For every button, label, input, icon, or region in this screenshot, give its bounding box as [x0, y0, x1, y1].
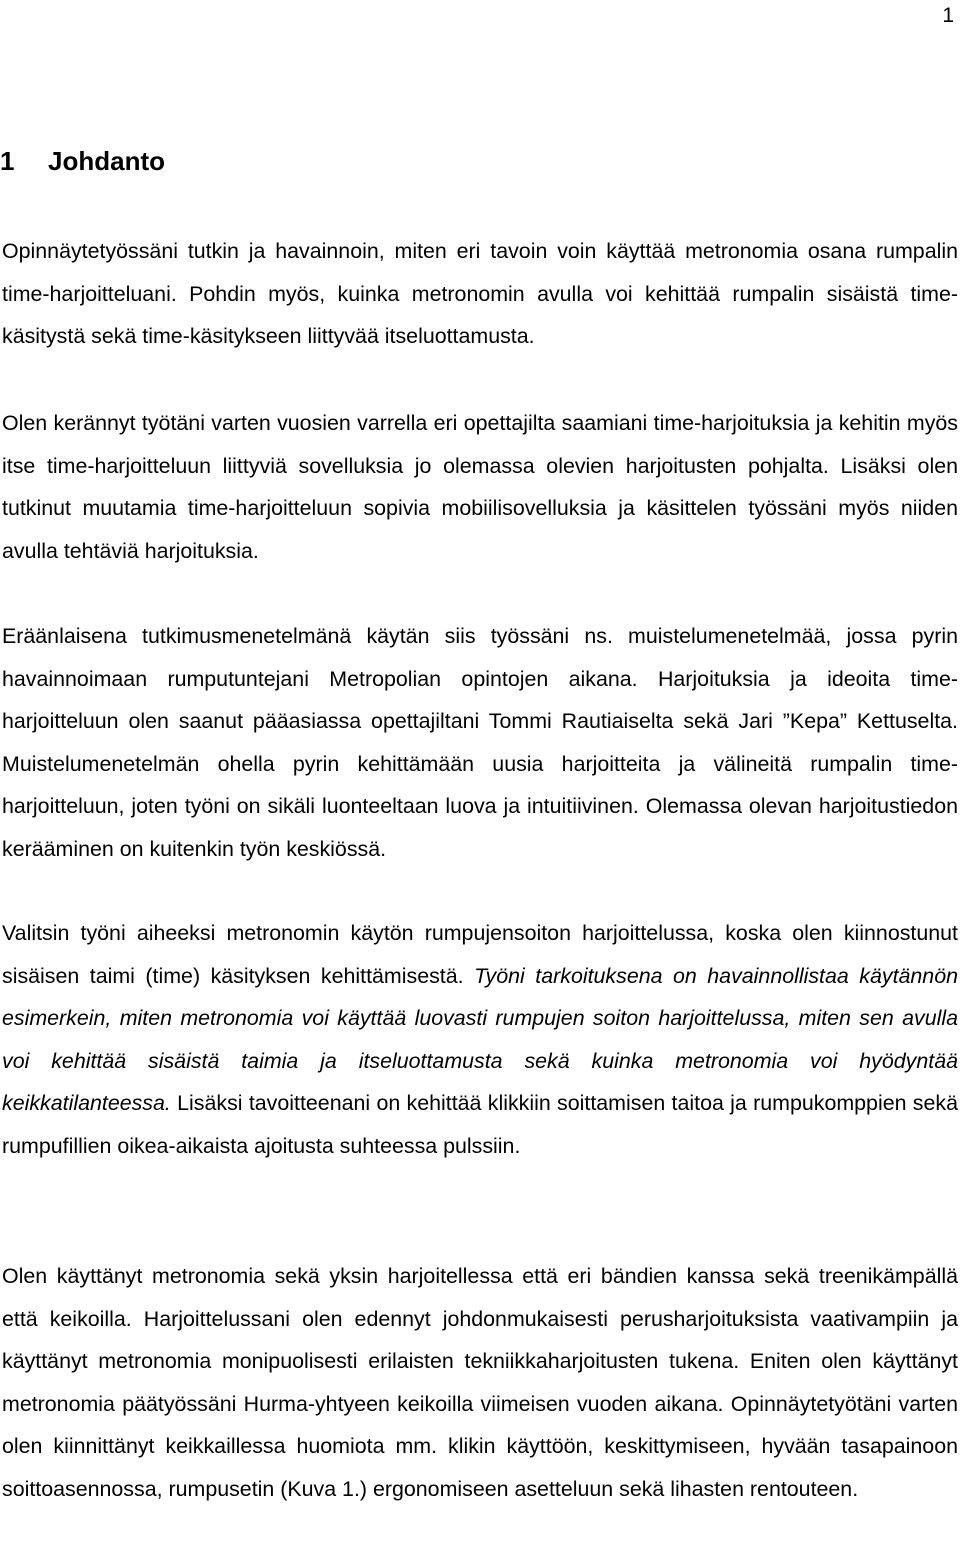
paragraph-text: Lisäksi tavoitteenani on kehittää klikkiin soittamisen taitoa ja rumpukomppien sekä rumpufillien oikea-aikaista ajoitusta suhteessa pulssiin.	[2, 1091, 958, 1158]
paragraph	[2, 912, 958, 1167]
paragraph-italic-text: Työni tarkoituksena on havainnollistaa käytännön esimerkein, miten metronomia voi käyttää luovasti rumpujen soiton harjoittelussa, miten sen avulla voi kehittää sisäistä taimia ja itseluottamusta sekä kuinka metronomia voi hyödyntää keikkatilanteessa.	[2, 963, 958, 1115]
paragraph: Olen kerännyt työtäni varten vuosien varrella eri opettajilta saamiani time-harjoituksia ja kehitin myös itse time-harjoitteluun liittyviä sovelluksia jo olemassa olevien harjoitusten pohjalta. Lisäksi olen tutkinut muutamia time-harjoitteluun sopivia mobiilisovelluksia ja käsittelen työssäni myös niiden avulla tehtäviä harjoituksia.	[2, 411, 958, 563]
paragraph: Opinnäytetyössäni tutkin ja havainnoin, miten eri tavoin voin käyttää metronomia osana rumpalin time-harjoitteluani. Pohdin myös, kuinka metronomin avulla voi kehittää rumpalin sisäistä time-käsitystä sekä time-käsitykseen liittyvää itseluottamusta.	[2, 239, 958, 348]
page-number: 1	[942, 4, 954, 27]
section-number: 1	[0, 146, 15, 176]
paragraph: Eräänlaisena tutkimusmenetelmänä käytän siis työssäni ns. muistelumenetelmää, jossa pyrin havainnoimaan rumputuntejani Metropolian opintojen aikana. Harjoituksia ja ideoita time-harjoitteluun olen saanut pääasiassa opettajiltani Tommi Rautiaiselta sekä Jari ”Kepa” Kettuselta. Muistelumenetelmän ohella pyrin kehittämään uusia harjoitteita ja välineitä rumpalin time-harjoitteluun, joten työni on sikäli luonteeltaan luova ja intuitiivinen. Olemassa olevan harjoitustiedon kerääminen on kuitenkin työn keskiössä.	[2, 624, 958, 861]
section-heading	[0, 146, 165, 177]
paragraph-text: Valitsin työni aiheeksi metronomin käytön rumpujensoiton harjoittelussa, koska olen kiinnostunut sisäisen taimi (time) käsityksen kehittämisestä.	[2, 921, 958, 988]
paragraph: Olen käyttänyt metronomia sekä yksin harjoitellessa että eri bändien kanssa sekä treenikämpällä että keikoilla. Harjoittelussani olen edennyt johdonmukaisesti perusharjoituksista vaativampiin ja käyttänyt metronomia monipuolisesti erilaisten tekniikkaharjoitusten tukena. Eniten olen käyttänyt metronomia päätyössäni Hurma-yhtyeen keikoilla viimeisen vuoden aikana. Opinnäytetyötäni varten olen kiinnittänyt keikkaillessa huomiota mm. klikin käyttöön, keskittymiseen, hyvään tasapainoon soittoasennossa, rumpusetin (Kuva 1.) ergonomiseen asetteluun sekä lihasten rentouteen.	[2, 1264, 958, 1501]
section-title: Johdanto	[48, 146, 165, 176]
